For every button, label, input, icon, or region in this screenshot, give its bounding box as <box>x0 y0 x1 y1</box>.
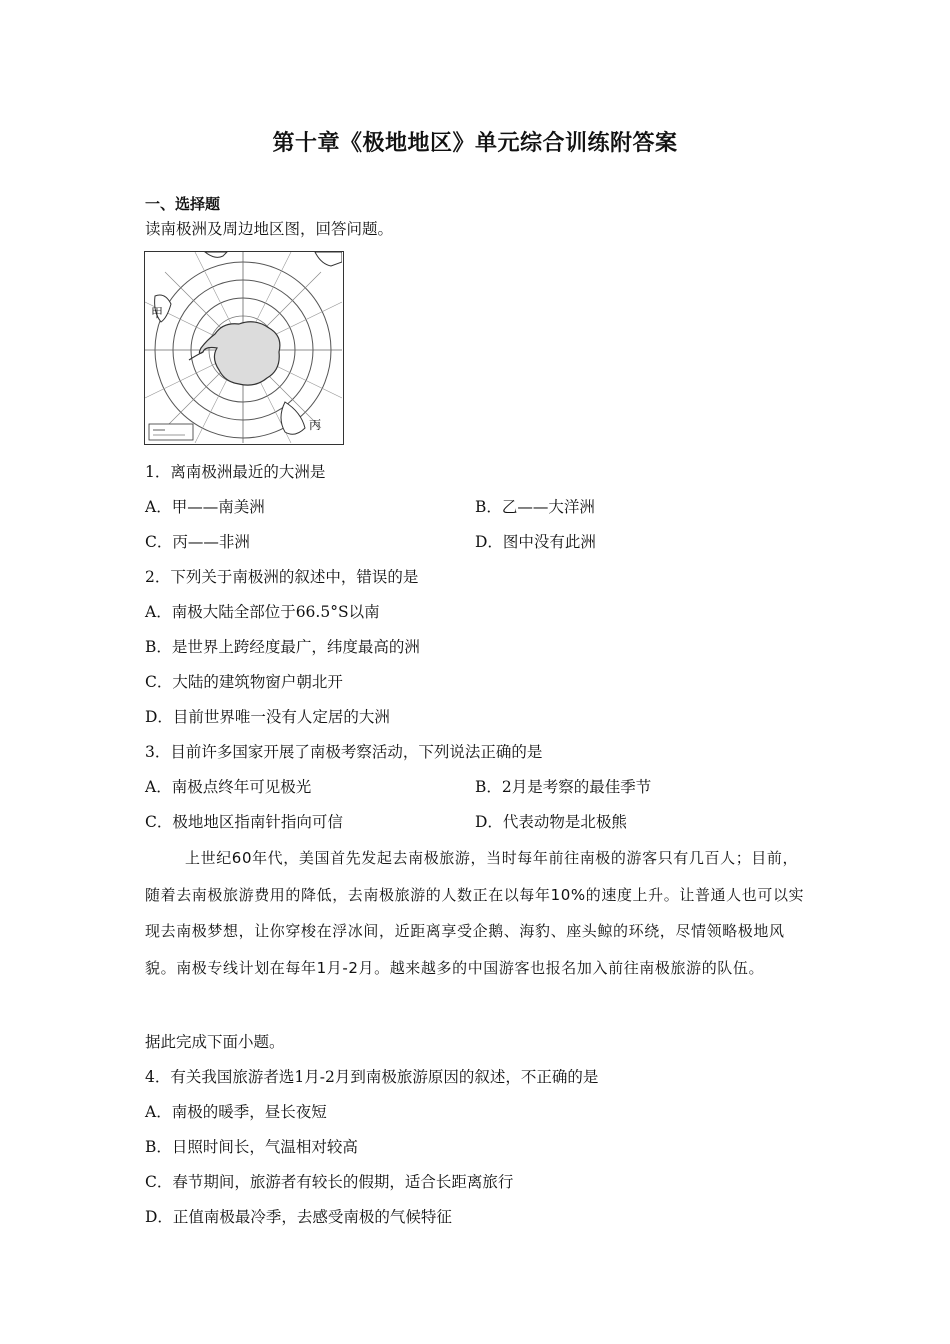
q2-option-d[interactable]: D．目前世界唯一没有人定居的大洲 <box>145 708 390 726</box>
q2-option-a[interactable]: A．南极大陆全部位于66.5°S以南 <box>145 603 380 621</box>
q2-stem: 2．下列关于南极洲的叙述中，错误的是 <box>145 568 419 586</box>
q2-option-b[interactable]: B．是世界上跨经度最广，纬度最高的洲 <box>145 638 420 656</box>
q3-option-c[interactable]: C．极地地区指南针指向可信 <box>145 813 343 831</box>
q3-option-b[interactable]: B．2月是考察的最佳季节 <box>475 778 652 796</box>
q4-option-a[interactable]: A．南极的暖季，昼长夜短 <box>145 1103 327 1121</box>
passage-note: 据此完成下面小题。 <box>145 1033 285 1051</box>
q3-stem: 3．目前许多国家开展了南极考察活动，下列说法正确的是 <box>145 743 543 761</box>
q1-stem: 1．离南极洲最近的大洲是 <box>145 463 326 481</box>
q4-option-c[interactable]: C．春节期间，旅游者有较长的假期，适合长距离旅行 <box>145 1173 514 1191</box>
q4-option-b[interactable]: B．日照时间长，气温相对较高 <box>145 1138 358 1156</box>
antarctica-map <box>144 251 344 445</box>
antarctica-map-graphic <box>145 252 342 443</box>
q3-option-a[interactable]: A．南极点终年可见极光 <box>145 778 312 796</box>
q3-option-d[interactable]: D．代表动物是北极熊 <box>475 813 627 831</box>
map-label-jia: 甲 <box>151 306 164 320</box>
section-heading: 一、选择题 <box>145 195 221 213</box>
reading-passage: 上世纪60年代，美国首先发起去南极旅游，当时每年前往南极的游客只有几百人；目前，随着去南极旅游费用的降低，去南极旅游的人数正在以每年10%的速度上升。让普通人也可以实现去南极梦想，让你穿梭在浮冰间，近距离享受企鹅、海豹、座头鲸的环绕，尽情领略极地风貌。南极专线计划在每年1月-2月。越来越多的中国游客也报名加入前往南极旅游的队伍。 <box>145 849 805 977</box>
q2-option-c[interactable]: C．大陆的建筑物窗户朝北开 <box>145 673 343 691</box>
q1-option-b[interactable]: B．乙——大洋洲 <box>475 498 595 516</box>
page-title: 第十章《极地地区》单元综合训练附答案 <box>272 131 678 156</box>
q1-option-c[interactable]: C．丙——非洲 <box>145 533 250 551</box>
map-intro: 读南极洲及周边地区图，回答问题。 <box>145 220 394 238</box>
q4-stem: 4．有关我国旅游者选1月-2月到南极旅游原因的叙述，不正确的是 <box>145 1068 599 1086</box>
q4-option-d[interactable]: D．正值南极最冷季，去感受南极的气候特征 <box>145 1208 452 1226</box>
q1-option-d[interactable]: D．图中没有此洲 <box>475 533 596 551</box>
q1-option-a[interactable]: A．甲——南美洲 <box>145 498 265 516</box>
map-label-bing: 丙 <box>309 418 322 432</box>
